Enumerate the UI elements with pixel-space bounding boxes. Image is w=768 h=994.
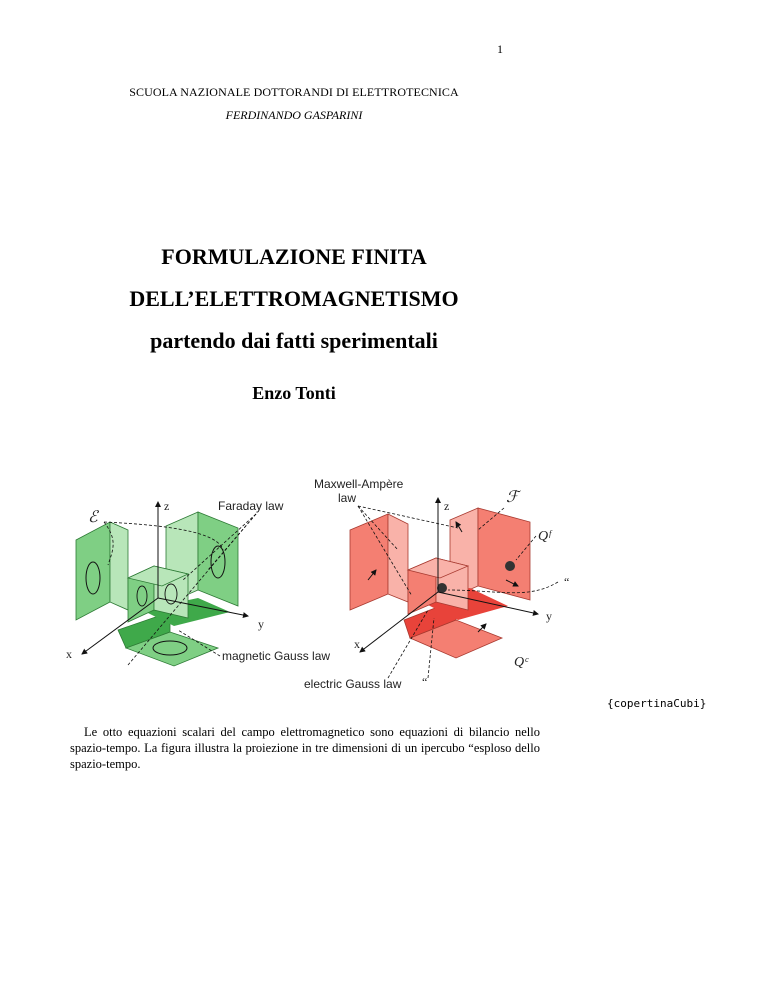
title-line-3: partendo dai fatti sperimentali	[150, 328, 438, 353]
faraday-law-label: Faraday law	[218, 499, 284, 513]
title-line-2: DELL’ELETTROMAGNETISMO	[129, 286, 459, 311]
right-x-axis-label: x	[354, 637, 360, 651]
title-line-1: FORMULAZIONE FINITA	[161, 244, 427, 269]
dedication: FERDINANDO GASPARINI	[225, 108, 363, 122]
qc-label: Qᶜ	[514, 655, 528, 670]
left-emf-symbol: ℰ	[88, 509, 98, 526]
magnetic-gauss-label: magnetic Gauss law	[222, 649, 331, 663]
left-y-axis-label: y	[258, 617, 264, 631]
maxwell-ampere-label-2: law	[338, 491, 357, 505]
right-quote-mark-2: “	[422, 675, 428, 689]
right-mmf-symbol: ℱ	[506, 489, 519, 506]
author-name: Enzo Tonti	[252, 383, 336, 403]
figure-caption: Le otto equazioni scalari del campo elettromagnetico sono equazioni di bilancio nello spazio-tempo. La figura illustra la proiezione in tre dimensioni di un ipercubo “esploso dello spazio-tempo.	[70, 725, 540, 771]
left-z-axis-label: z	[164, 499, 170, 513]
electric-gauss-label: electric Gauss law	[304, 677, 402, 691]
page-number: 1	[497, 42, 503, 56]
right-quote-mark: “	[564, 575, 570, 589]
qf-label: Qᶠ	[538, 529, 551, 544]
right-y-axis-label: y	[546, 609, 552, 623]
maxwell-ampere-label-1: Maxwell-Ampère	[314, 477, 404, 491]
left-green-cluster	[66, 499, 330, 666]
figure-label: {copertinaCubi}	[607, 697, 707, 710]
right-z-axis-label: z	[444, 499, 450, 513]
exploded-hypercube-figure	[58, 470, 618, 700]
left-x-axis-label: x	[66, 647, 72, 661]
school-name: SCUOLA NAZIONALE DOTTORANDI DI ELETTROTECNICA	[129, 85, 459, 99]
right-red-cluster	[304, 477, 569, 691]
